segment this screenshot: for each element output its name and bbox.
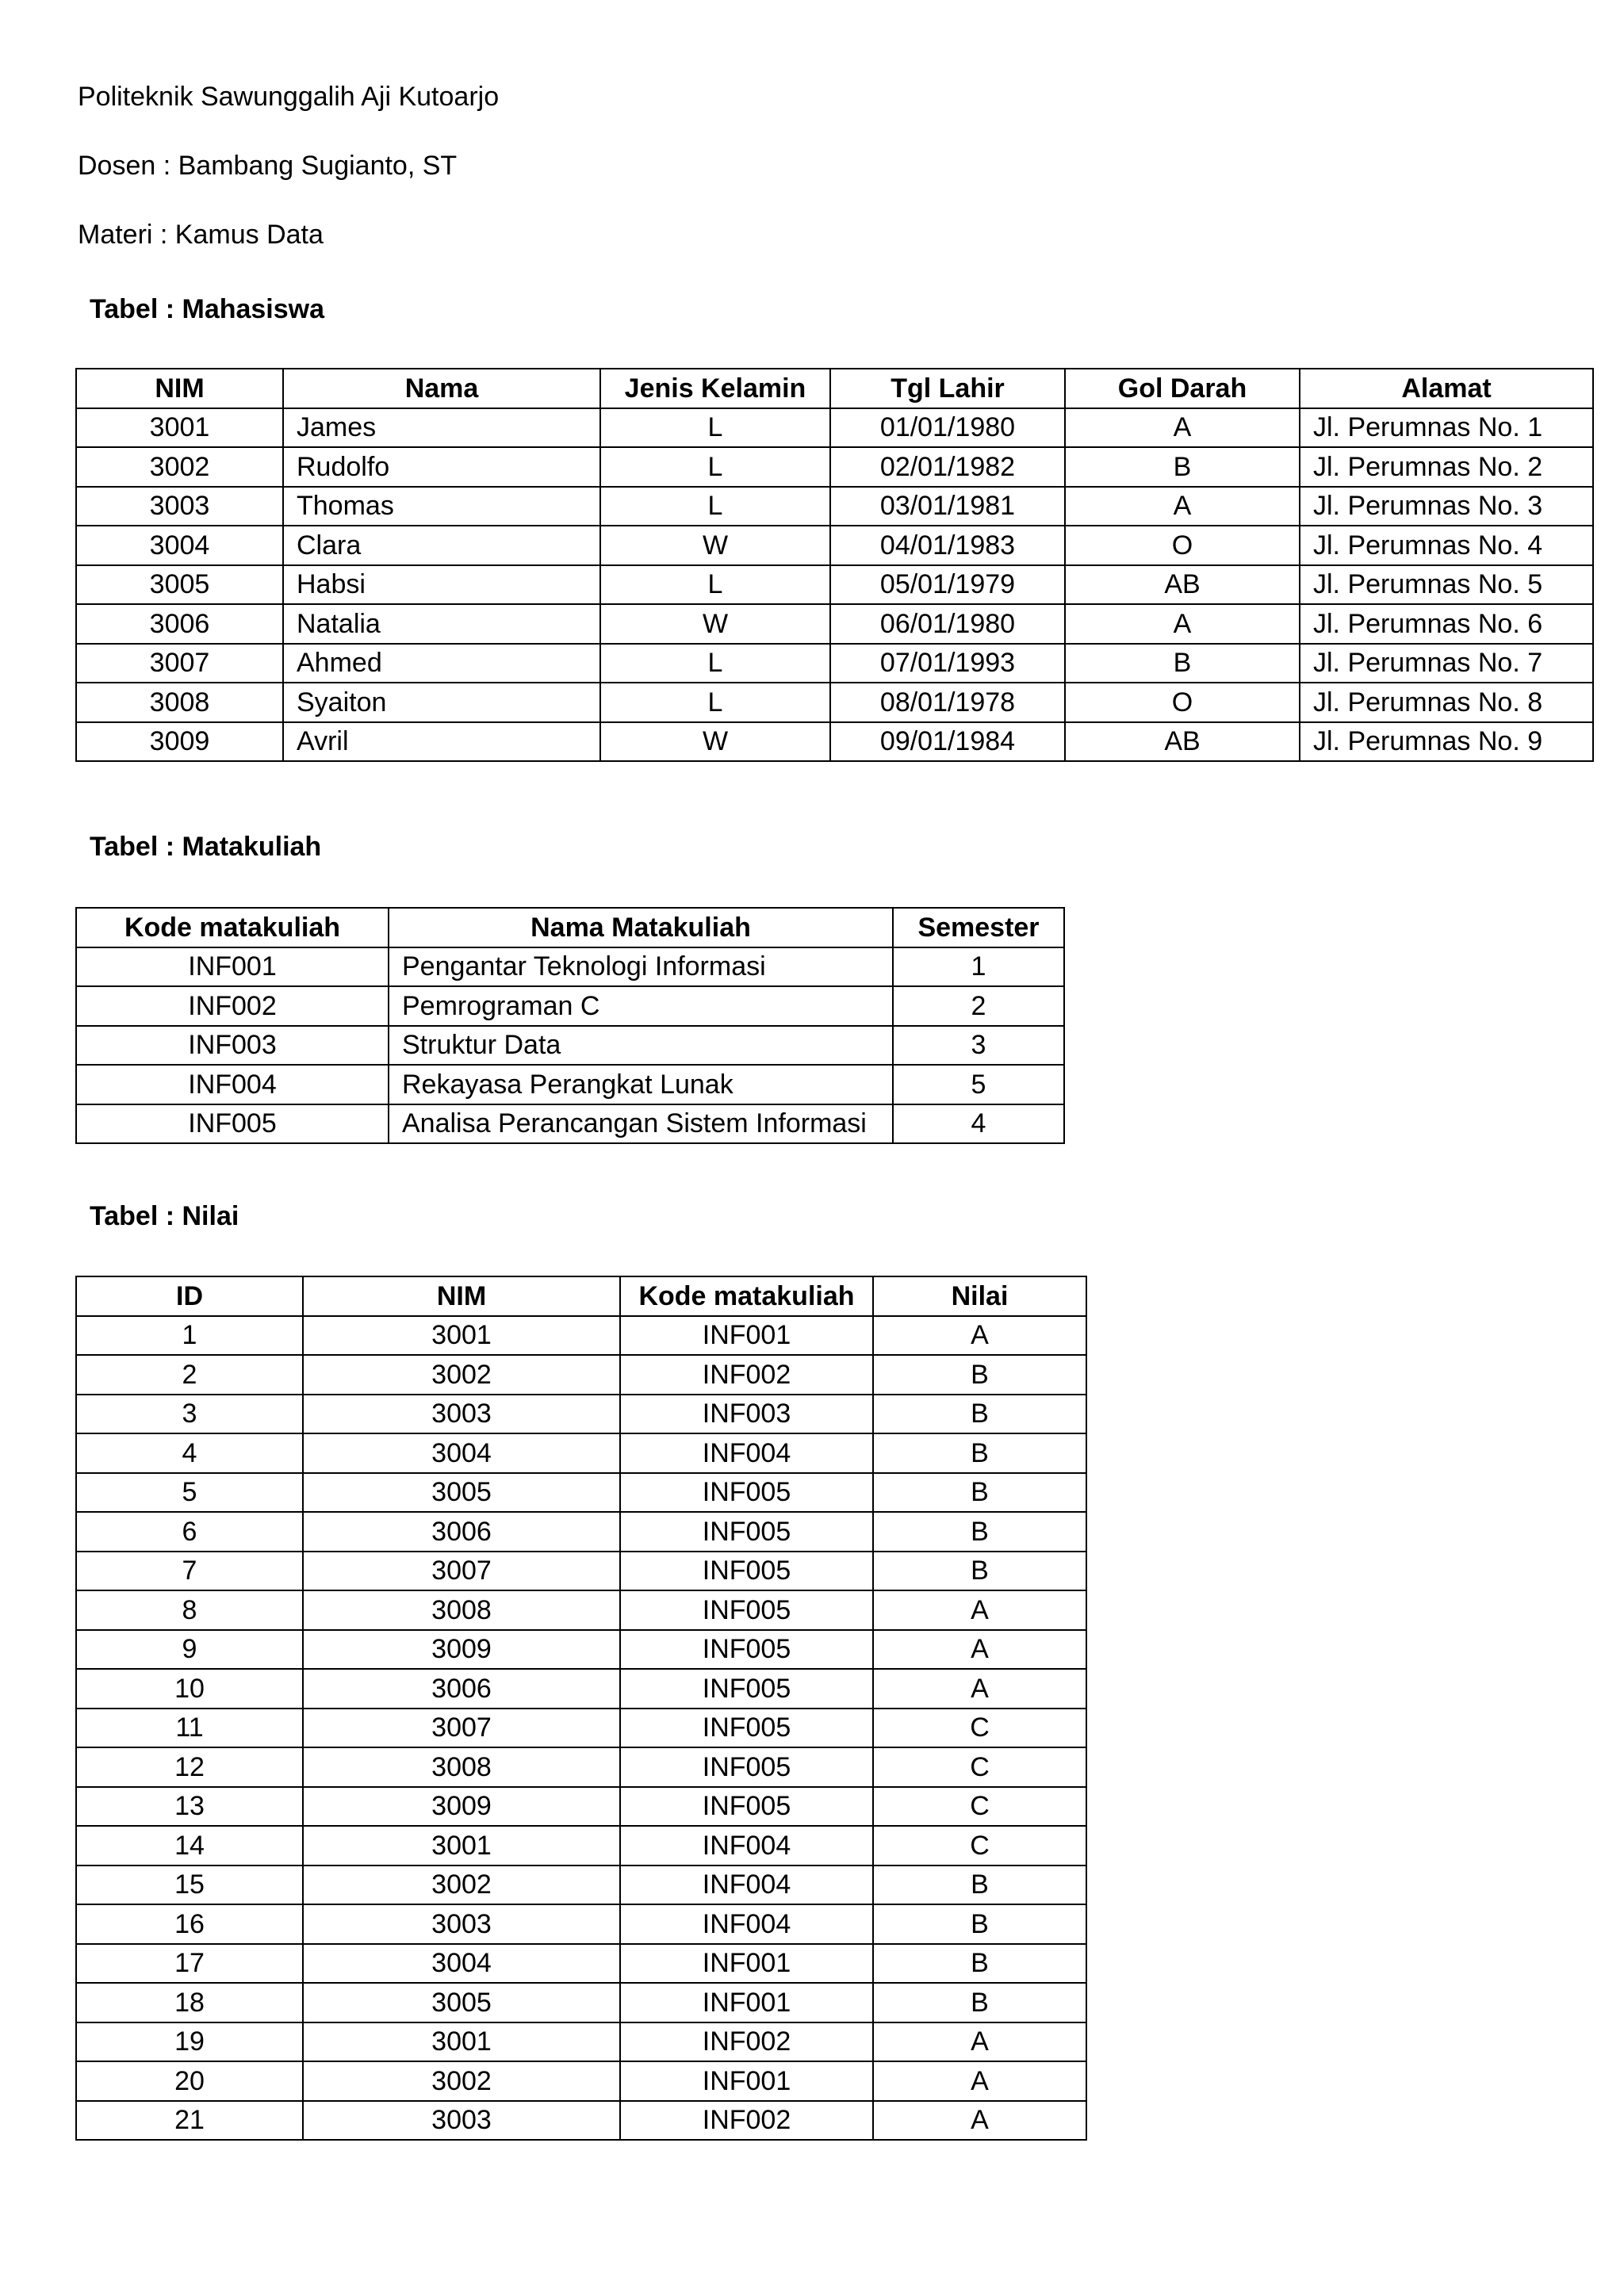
table-cell: W xyxy=(600,722,830,762)
table-cell: 03/01/1981 xyxy=(830,487,1065,526)
table-cell: 3004 xyxy=(303,1433,620,1473)
table-cell: L xyxy=(600,565,830,605)
table-cell: 02/01/1982 xyxy=(830,447,1065,487)
table-cell: 3006 xyxy=(303,1512,620,1552)
table-row xyxy=(76,408,1593,448)
table-cell: Clara xyxy=(283,526,600,565)
table-header-row xyxy=(76,1276,1086,1316)
table-cell: 3 xyxy=(893,1026,1064,1066)
table-cell: 6 xyxy=(76,1512,303,1552)
table-cell: INF003 xyxy=(620,1395,873,1434)
table-row xyxy=(76,722,1593,762)
table-cell: Analisa Perancangan Sistem Informasi xyxy=(389,1104,893,1144)
table-cell: INF004 xyxy=(620,1904,873,1944)
table-cell: Pengantar Teknologi Informasi xyxy=(389,947,893,987)
table-cell: 3003 xyxy=(303,1395,620,1434)
table-cell: 7 xyxy=(76,1552,303,1591)
table-cell: 3001 xyxy=(76,408,283,448)
table-cell: 3009 xyxy=(303,1630,620,1670)
table-cell: 18 xyxy=(76,1983,303,2022)
matakuliah-table-title: Tabel : Matakuliah xyxy=(90,832,322,862)
table-cell: 5 xyxy=(76,1473,303,1513)
table-cell: 3002 xyxy=(76,447,283,487)
table-cell: 5 xyxy=(893,1065,1064,1104)
table-cell: B xyxy=(1065,644,1300,683)
column-header: Nilai xyxy=(873,1276,1086,1316)
table-cell: L xyxy=(600,683,830,722)
column-header: Kode matakuliah xyxy=(76,908,389,947)
table-row xyxy=(76,2022,1086,2062)
table-cell: L xyxy=(600,644,830,683)
table-row xyxy=(76,1065,1064,1104)
table-cell: A xyxy=(873,1316,1086,1356)
table-cell: B xyxy=(873,1944,1086,1984)
table-cell: 3008 xyxy=(76,683,283,722)
table-row xyxy=(76,1104,1064,1144)
table-cell: Natalia xyxy=(283,604,600,644)
column-header: NIM xyxy=(303,1276,620,1316)
table-cell: 4 xyxy=(76,1433,303,1473)
table-cell: INF005 xyxy=(620,1747,873,1787)
table-row xyxy=(76,1866,1086,1905)
table-cell: Avril xyxy=(283,722,600,762)
table-cell: INF004 xyxy=(620,1866,873,1905)
table-header-row xyxy=(76,369,1593,408)
table-cell: INF005 xyxy=(620,1669,873,1709)
table-cell: INF002 xyxy=(620,1355,873,1395)
table-cell: 16 xyxy=(76,1904,303,1944)
table-row xyxy=(76,1983,1086,2022)
table-cell: INF005 xyxy=(620,1552,873,1591)
nilai-table xyxy=(75,1276,1087,2141)
table-cell: Jl. Perumnas No. 7 xyxy=(1300,644,1593,683)
nilai-table-title: Tabel : Nilai xyxy=(90,1201,239,1231)
table-cell: B xyxy=(873,1866,1086,1905)
table-row xyxy=(76,644,1593,683)
table-cell: L xyxy=(600,408,830,448)
column-header: Tgl Lahir xyxy=(830,369,1065,408)
table-cell: 01/01/1980 xyxy=(830,408,1065,448)
table-cell: W xyxy=(600,604,830,644)
table-cell: 1 xyxy=(76,1316,303,1356)
table-cell: INF001 xyxy=(620,1316,873,1356)
table-cell: Jl. Perumnas No. 3 xyxy=(1300,487,1593,526)
table-cell: INF004 xyxy=(620,1433,873,1473)
table-cell: INF005 xyxy=(620,1512,873,1552)
table-cell: 3005 xyxy=(303,1983,620,2022)
table-cell: B xyxy=(873,1473,1086,1513)
table-cell: 3005 xyxy=(303,1473,620,1513)
table-cell: Ahmed xyxy=(283,644,600,683)
table-row xyxy=(76,604,1593,644)
table-row xyxy=(76,447,1593,487)
table-cell: Thomas xyxy=(283,487,600,526)
column-header: Nama Matakuliah xyxy=(389,908,893,947)
table-cell: Jl. Perumnas No. 4 xyxy=(1300,526,1593,565)
table-cell: Jl. Perumnas No. 8 xyxy=(1300,683,1593,722)
table-cell: 06/01/1980 xyxy=(830,604,1065,644)
table-cell: 3007 xyxy=(303,1552,620,1591)
table-cell: INF002 xyxy=(76,986,389,1026)
table-cell: Jl. Perumnas No. 1 xyxy=(1300,408,1593,448)
table-cell: A xyxy=(1065,487,1300,526)
table-cell: 04/01/1983 xyxy=(830,526,1065,565)
table-cell: 11 xyxy=(76,1709,303,1748)
table-cell: 3006 xyxy=(76,604,283,644)
table-cell: 3002 xyxy=(303,1355,620,1395)
table-cell: L xyxy=(600,487,830,526)
table-cell: 13 xyxy=(76,1787,303,1827)
table-cell: AB xyxy=(1065,565,1300,605)
table-row xyxy=(76,1433,1086,1473)
table-row xyxy=(76,1026,1064,1066)
table-cell: 3001 xyxy=(303,1316,620,1356)
table-cell: 3007 xyxy=(76,644,283,683)
table-cell: 3002 xyxy=(303,2061,620,2101)
table-row xyxy=(76,947,1064,987)
table-row xyxy=(76,1512,1086,1552)
table-cell: B xyxy=(873,1355,1086,1395)
table-cell: INF003 xyxy=(76,1026,389,1066)
table-cell: 20 xyxy=(76,2061,303,2101)
table-cell: 3008 xyxy=(303,1590,620,1630)
table-cell: O xyxy=(1065,526,1300,565)
table-cell: 08/01/1978 xyxy=(830,683,1065,722)
table-cell: Jl. Perumnas No. 5 xyxy=(1300,565,1593,605)
institution-name: Politeknik Sawunggalih Aji Kutoarjo xyxy=(78,82,500,112)
table-cell: B xyxy=(873,1983,1086,2022)
table-cell: A xyxy=(873,1590,1086,1630)
table-cell: 2 xyxy=(893,986,1064,1026)
table-cell: C xyxy=(873,1787,1086,1827)
table-cell: INF001 xyxy=(620,2061,873,2101)
table-cell: 12 xyxy=(76,1747,303,1787)
table-cell: 3009 xyxy=(76,722,283,762)
table-cell: 07/01/1993 xyxy=(830,644,1065,683)
table-cell: 8 xyxy=(76,1590,303,1630)
table-cell: Habsi xyxy=(283,565,600,605)
table-cell: B xyxy=(873,1395,1086,1434)
table-row xyxy=(76,1630,1086,1670)
table-row xyxy=(76,1552,1086,1591)
lecturer-line: Dosen : Bambang Sugianto, ST xyxy=(78,151,458,181)
table-row xyxy=(76,2101,1086,2141)
column-header: Semester xyxy=(893,908,1064,947)
table-row xyxy=(76,1590,1086,1630)
table-cell: Syaiton xyxy=(283,683,600,722)
table-row xyxy=(76,487,1593,526)
table-row xyxy=(76,683,1593,722)
mahasiswa-table-title: Tabel : Mahasiswa xyxy=(90,294,325,324)
table-cell: O xyxy=(1065,683,1300,722)
column-header: Nama xyxy=(283,369,600,408)
table-row xyxy=(76,1826,1086,1866)
table-cell: INF002 xyxy=(620,2022,873,2062)
table-row xyxy=(76,1669,1086,1709)
table-row xyxy=(76,1904,1086,1944)
table-cell: Pemrograman C xyxy=(389,986,893,1026)
table-cell: James xyxy=(283,408,600,448)
table-cell: 3003 xyxy=(303,1904,620,1944)
table-row xyxy=(76,1316,1086,1356)
table-cell: Jl. Perumnas No. 2 xyxy=(1300,447,1593,487)
table-cell: 19 xyxy=(76,2022,303,2062)
table-row xyxy=(76,1747,1086,1787)
table-cell: INF005 xyxy=(620,1473,873,1513)
table-cell: A xyxy=(873,2061,1086,2101)
table-cell: 05/01/1979 xyxy=(830,565,1065,605)
table-cell: 3003 xyxy=(76,487,283,526)
table-cell: A xyxy=(873,2101,1086,2141)
table-row xyxy=(76,1787,1086,1827)
table-cell: 3006 xyxy=(303,1669,620,1709)
column-header: ID xyxy=(76,1276,303,1316)
table-cell: 3008 xyxy=(303,1747,620,1787)
table-cell: A xyxy=(873,1669,1086,1709)
table-cell: INF005 xyxy=(76,1104,389,1144)
table-cell: B xyxy=(873,1904,1086,1944)
column-header: Kode matakuliah xyxy=(620,1276,873,1316)
table-cell: A xyxy=(873,2022,1086,2062)
table-cell: 15 xyxy=(76,1866,303,1905)
table-cell: 3003 xyxy=(303,2101,620,2141)
table-header-row xyxy=(76,908,1064,947)
table-cell: Struktur Data xyxy=(389,1026,893,1066)
table-row xyxy=(76,1395,1086,1434)
table-cell: B xyxy=(1065,447,1300,487)
table-cell: INF002 xyxy=(620,2101,873,2141)
table-cell: 09/01/1984 xyxy=(830,722,1065,762)
table-cell: Jl. Perumnas No. 9 xyxy=(1300,722,1593,762)
table-cell: 3005 xyxy=(76,565,283,605)
table-cell: INF001 xyxy=(620,1944,873,1984)
table-cell: B xyxy=(873,1552,1086,1591)
mahasiswa-table xyxy=(75,368,1594,762)
table-cell: 10 xyxy=(76,1669,303,1709)
table-cell: 4 xyxy=(893,1104,1064,1144)
table-cell: 1 xyxy=(893,947,1064,987)
table-cell: L xyxy=(600,447,830,487)
table-cell: Rudolfo xyxy=(283,447,600,487)
topic-line: Materi : Kamus Data xyxy=(78,220,324,250)
table-cell: A xyxy=(1065,408,1300,448)
table-cell: B xyxy=(873,1512,1086,1552)
table-cell: Jl. Perumnas No. 6 xyxy=(1300,604,1593,644)
column-header: Gol Darah xyxy=(1065,369,1300,408)
table-cell: INF005 xyxy=(620,1590,873,1630)
table-row xyxy=(76,1355,1086,1395)
table-cell: 3009 xyxy=(303,1787,620,1827)
table-cell: 21 xyxy=(76,2101,303,2141)
column-header: Alamat xyxy=(1300,369,1593,408)
matakuliah-table xyxy=(75,907,1065,1144)
table-cell: INF001 xyxy=(76,947,389,987)
table-cell: C xyxy=(873,1826,1086,1866)
table-cell: 3004 xyxy=(303,1944,620,1984)
table-cell: A xyxy=(873,1630,1086,1670)
table-cell: C xyxy=(873,1709,1086,1748)
column-header: Jenis Kelamin xyxy=(600,369,830,408)
table-cell: Rekayasa Perangkat Lunak xyxy=(389,1065,893,1104)
table-cell: 9 xyxy=(76,1630,303,1670)
table-row xyxy=(76,2061,1086,2101)
table-cell: INF005 xyxy=(620,1709,873,1748)
table-cell: INF005 xyxy=(620,1787,873,1827)
table-cell: 3 xyxy=(76,1395,303,1434)
table-cell: INF004 xyxy=(620,1826,873,1866)
table-cell: INF005 xyxy=(620,1630,873,1670)
table-cell: 14 xyxy=(76,1826,303,1866)
table-row xyxy=(76,565,1593,605)
table-cell: INF004 xyxy=(76,1065,389,1104)
table-row xyxy=(76,1944,1086,1984)
table-row xyxy=(76,1473,1086,1513)
table-cell: C xyxy=(873,1747,1086,1787)
table-cell: 3004 xyxy=(76,526,283,565)
table-cell: A xyxy=(1065,604,1300,644)
table-cell: W xyxy=(600,526,830,565)
table-cell: B xyxy=(873,1433,1086,1473)
table-cell: INF001 xyxy=(620,1983,873,2022)
table-cell: 3001 xyxy=(303,2022,620,2062)
table-cell: AB xyxy=(1065,722,1300,762)
column-header: NIM xyxy=(76,369,283,408)
table-cell: 3007 xyxy=(303,1709,620,1748)
table-row xyxy=(76,526,1593,565)
table-row xyxy=(76,986,1064,1026)
table-cell: 3001 xyxy=(303,1826,620,1866)
table-cell: 2 xyxy=(76,1355,303,1395)
table-cell: 17 xyxy=(76,1944,303,1984)
table-cell: 3002 xyxy=(303,1866,620,1905)
table-row xyxy=(76,1709,1086,1748)
